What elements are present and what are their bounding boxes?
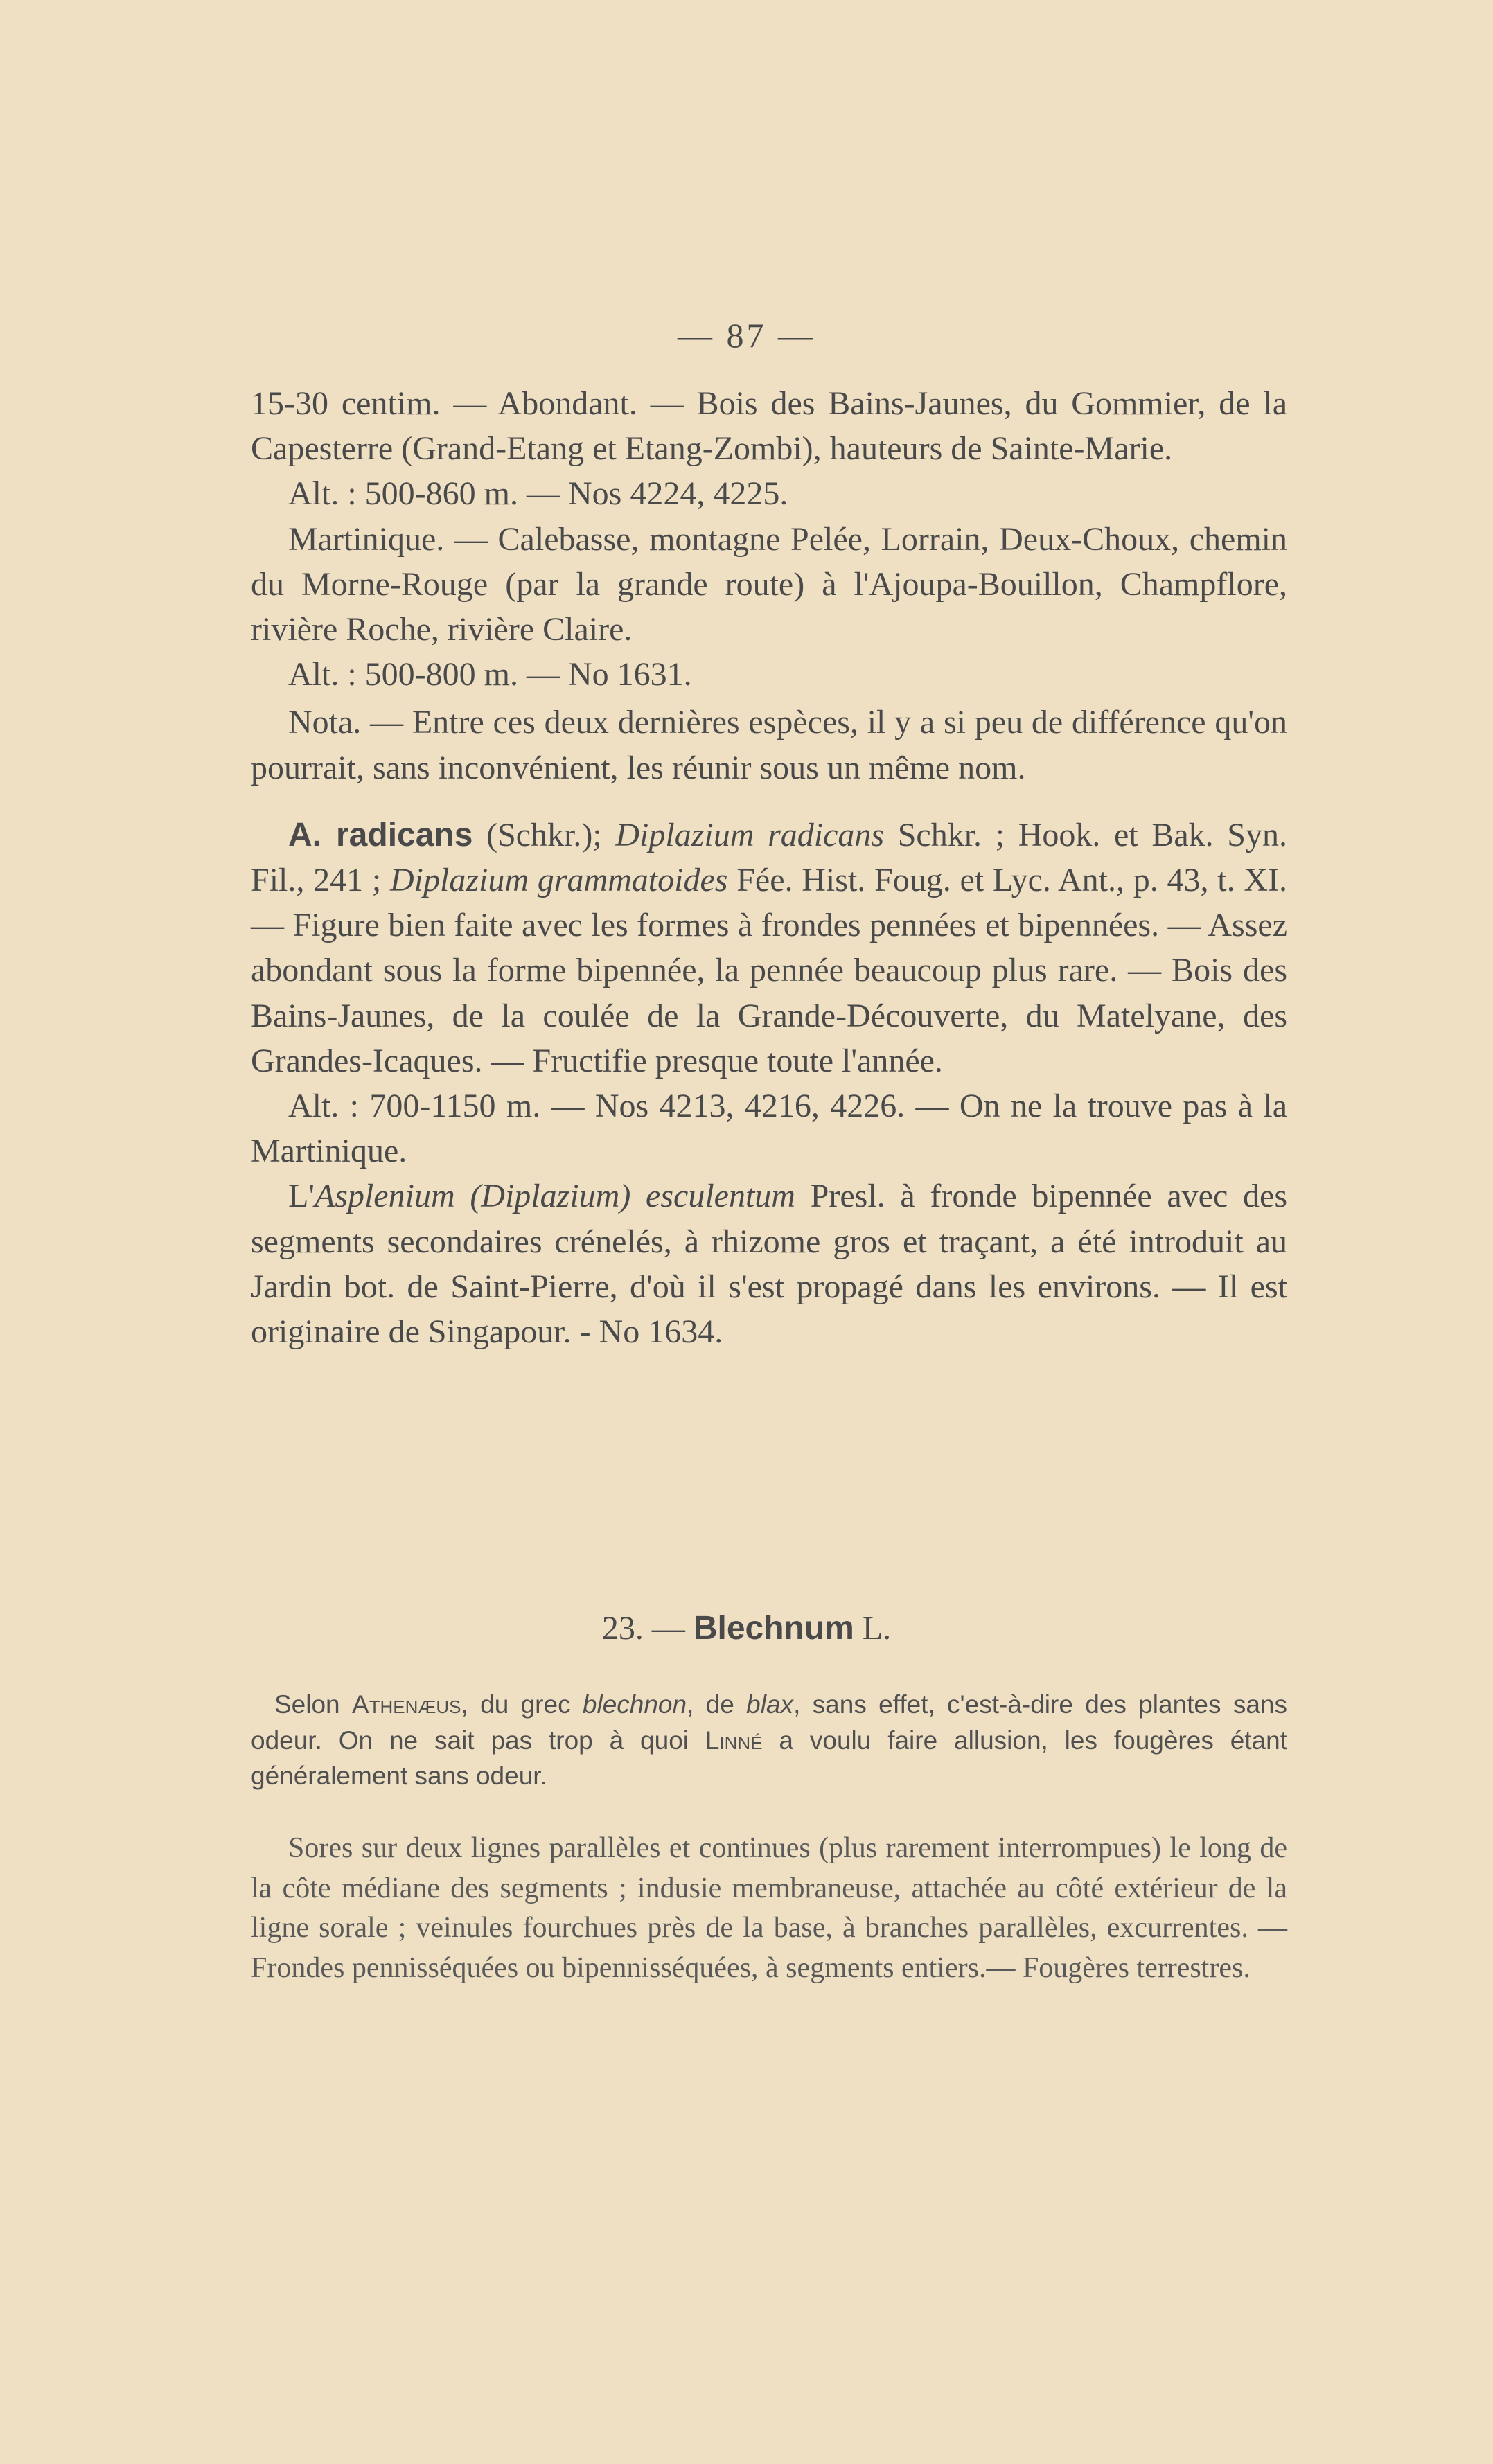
main-text-block <box>251 381 1287 1354</box>
synonym-1-reference: Schkr. ; Hook. et Bak. Syn. Fil., 241 ; <box>251 816 1287 899</box>
esculentum-name: Asplenium (Diplazium) esculentum <box>314 1178 795 1215</box>
etymology-paragraph: Selon Athenæus, du grec blechnon, de blax, sans effet, c'est-à-dire des plantes sans odeur. On ne sait pas trop à quoi Linné a voulu faire allusion, les fougères étant généralement sans odeur. <box>251 1690 1287 1790</box>
genus-description-block <box>251 1829 1287 1988</box>
species-author: (Schkr.); <box>472 816 616 853</box>
synonym-1: Diplazium radicans <box>615 816 885 853</box>
greek-word-blax: blax <box>746 1690 794 1719</box>
previous-entry-locations: 15-30 centim. — Abondant. — Bois des Bains-Jaunes, du Gommier, de la Capesterre (Grand-Etang et Etang-Zombi), hauteurs de Sainte-Marie. <box>251 385 1287 468</box>
species-altitude: Alt. : 700-1150 m. — Nos 4213, 4216, 4226. — On ne la trouve pas à la Martinique. <box>251 1088 1287 1170</box>
esculentum-prefix: L' <box>288 1178 315 1215</box>
previous-entry-altitude: Alt. : 500-860 m. — Nos 4224, 4225. <box>288 475 788 513</box>
species-entry <box>251 813 1287 1083</box>
genus-name: Blechnum <box>693 1610 854 1647</box>
esculentum-note <box>251 1173 1287 1354</box>
nota-paragraph: Nota. — Entre ces deux dernières espèces, il y a si peu de différence qu'on pourrait, sans inconvénient, les réunir sous un même nom. <box>251 704 1287 786</box>
genus-author: L. <box>854 1610 892 1647</box>
genus-description: Sores sur deux lignes parallèles et continues (plus rarement interrompues) le long de la côte médiane des segments ; indusie membraneuse, attachée au côté extérieur de la ligne sorale ; veinules fourchues près de la base, à branches parallèles, excurrentes. — Frondes pennisséquées ou bipennisséquées, à segments entiers.— Fougères terrestres. <box>251 1832 1287 1984</box>
esculentum-text: Presl. à fronde bipennée avec des segments secondaires crénelés, à rhizome gros et traçant, a été introduit au Jardin bot. de Saint-Pierre, d'où il s'est propagé dans les environs. — Il est originaire de Singapour. - No 1634. <box>251 1178 1287 1351</box>
page-number: — 87 — <box>678 316 815 355</box>
linne-name: Linné <box>705 1726 763 1755</box>
greek-word-blechnon: blechnon <box>582 1690 687 1719</box>
genus-heading <box>0 1606 1493 1651</box>
species-description: Fée. Hist. Foug. et Lyc. Ant., p. 43, t. XI. — Figure bien faite avec les formes à frondes pennées et bipennées. — Assez abondant sous la forme bipennée, la pennée beaucoup plus rare. — Bois des Bains-Jaunes, de la coulée de la Grande-Découverte, du Matelyane, des Grandes-Icaques. — Fructifie presque toute l'année. <box>251 862 1288 1079</box>
previous-entry-altitude-martinique: Alt. : 500-800 m. — No 1631. <box>288 656 692 693</box>
previous-entry-martinique: Martinique. — Calebasse, montagne Pelée, Lorrain, Deux-Choux, chemin du Morne-Rouge (par la grande route) à l'Ajoupa-Bouillon, Champflore, rivière Roche, rivière Claire. <box>251 520 1287 648</box>
synonym-2: Diplazium grammatoides <box>389 862 728 899</box>
athenaeus-name: Athenæus <box>351 1690 461 1719</box>
genus-number: 23. — <box>601 1610 694 1647</box>
species-name: A. radicans <box>288 816 473 853</box>
